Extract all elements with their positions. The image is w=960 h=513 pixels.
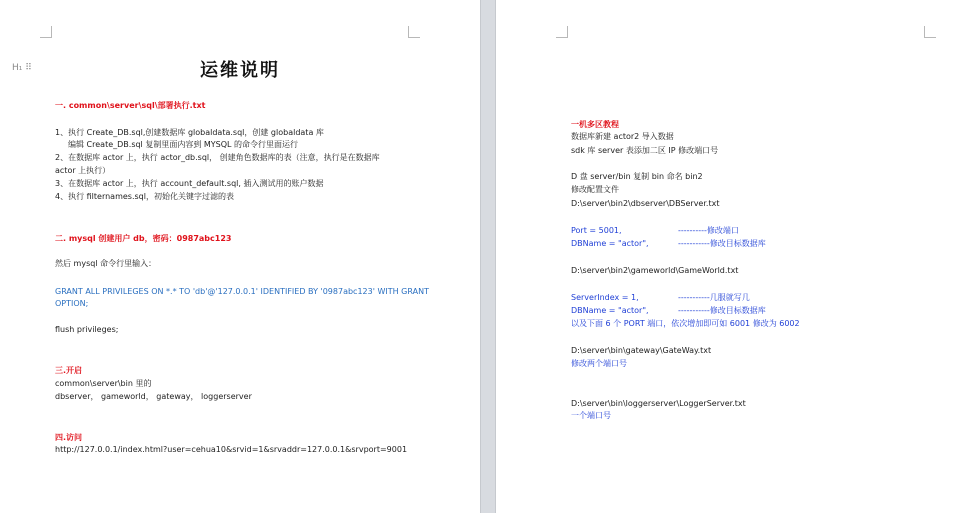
section-4-heading: 四.访问	[55, 433, 83, 442]
serverindex-config-line: ServerIndex = 1,	[571, 293, 639, 302]
margin-corner-top-right	[408, 26, 420, 38]
loggerserver-path: D:\server\bin\loggerserver\LoggerServer.txt	[571, 399, 746, 408]
section-1-line-3: 2、在数据库 actor 上，执行 actor_db.sql， 创建角色数据库的表（注意，执行是在数据库	[55, 153, 380, 162]
grant-statement-line-2: OPTION;	[55, 299, 89, 308]
document-page-right	[496, 0, 960, 513]
port-config-note: ----------修改端口	[678, 226, 739, 235]
section-2-intro: 然后 mysql 命令行里输入：	[55, 259, 157, 268]
right-line-2: sdk 库 server 表添加二区 IP 修改端口号	[571, 146, 719, 155]
dbname2-config-line: DBName = "actor",	[571, 306, 649, 315]
dbname-config-line: DBName = "actor",	[571, 239, 649, 248]
right-line-1: 数据库新建 actor2 导入数据	[571, 132, 674, 141]
gateway-path: D:\server\bin\gateway\GateWay.txt	[571, 346, 712, 355]
gameworld-path: D:\server\bin2\gameworld\GameWorld.txt	[571, 266, 739, 275]
serverindex-config-note: -----------几服就写几	[678, 293, 750, 302]
access-url: http://127.0.0.1/index.html?user=cehua10&srvid=1&srvaddr=127.0.0.1&srvport=9001	[55, 445, 408, 454]
section-1-line-5: 3、在数据库 actor 上，执行 account_default.sql, 插入测试用的账户数据	[55, 179, 324, 188]
flush-privileges: flush privileges;	[55, 325, 119, 334]
margin-corner-top-right	[924, 26, 936, 38]
section-3-line-1: common\server\bin 里的	[55, 379, 152, 388]
section-3-heading: 三.开启	[55, 366, 83, 375]
section-1-line-6: 4、执行 filternames.sql，初始化关键字过滤的表	[55, 192, 234, 201]
grant-statement-line-1: GRANT ALL PRIVILEGES ON *.* TO 'db'@'127.0.0.1' IDENTIFIED BY '0987abc123' WITH GRANT	[55, 287, 429, 296]
gateway-note: 修改两个端口号	[571, 359, 627, 368]
section-3-line-2: dbserver， gameworld， gateway， loggerserver	[55, 392, 252, 401]
section-1-line-4: actor 上执行）	[55, 166, 111, 175]
section-1-line-2: 编辑 Create_DB.sql 复制里面内容到 MYSQL 的命令行里面运行	[68, 140, 299, 149]
right-line-4: 修改配置文件	[571, 185, 619, 194]
margin-corner-top-left	[556, 26, 568, 38]
document-title: 运维说明	[200, 60, 280, 81]
heading-style-marker-icon[interactable]: H₁ ⠿	[12, 63, 32, 73]
section-1-heading: 一. common\server\sql\部署执行.txt	[55, 101, 206, 110]
right-line-3: D 盘 server/bin 复制 bin 命名 bin2	[571, 172, 703, 181]
multi-zone-heading: 一机多区教程	[571, 120, 619, 129]
margin-corner-top-left	[40, 26, 52, 38]
ports-increment-note: 以及下面 6 个 PORT 端口，依次增加即可如 6001 修改为 6002	[571, 319, 800, 328]
loggerserver-note: 一个端口号	[571, 411, 611, 420]
section-1-line-1: 1、执行 Create_DB.sql,创建数据库 globaldata.sql，创建 globaldata 库	[55, 128, 324, 137]
page-gutter	[480, 0, 496, 513]
port-config-line: Port = 5001,	[571, 226, 622, 235]
dbserver-path: D:\server\bin2\dbserver\DBServer.txt	[571, 199, 720, 208]
section-2-heading: 二. mysql 创建用户 db，密码：0987abc123	[55, 234, 232, 243]
dbname2-config-note: -----------修改目标数据库	[678, 306, 766, 315]
dbname-config-note: -----------修改目标数据库	[678, 239, 766, 248]
